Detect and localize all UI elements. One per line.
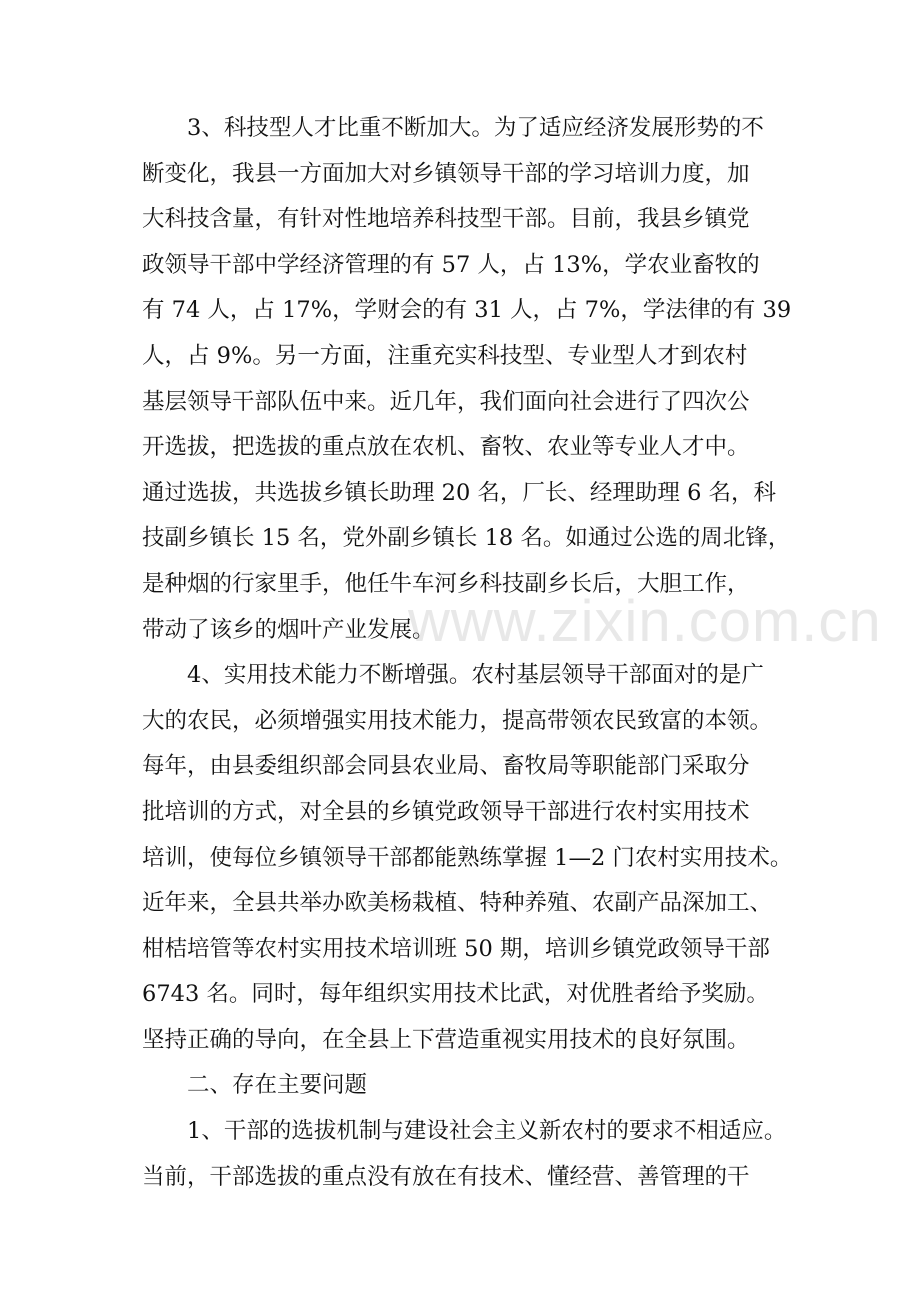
paragraph-line: 培训，使每位乡镇领导干部都能熟练掌握 1—2 门农村实用技术。 — [142, 844, 793, 871]
paragraph-line: 基层领导干部队伍中来。近几年，我们面向社会进行了四次公 — [142, 388, 750, 415]
paragraph-line: 大的农民，必须增强实用技术能力，提高带领农民致富的本领。 — [142, 707, 773, 734]
paragraph-line: 大科技含量，有针对性地培养科技型干部。目前，我县乡镇党 — [142, 206, 750, 233]
paragraph-line: 断变化，我县一方面加大对乡镇领导干部的学习培训力度，加 — [142, 160, 750, 187]
paragraph-line: 人，占 9%。另一方面，注重充实科技型、专业型人才到农村 — [142, 342, 748, 369]
section-heading: 二、存在主要问题 — [187, 1072, 368, 1099]
paragraph-line: 有 74 人，占 17%，学财会的有 31 人，占 7%，学法律的有 39 — [142, 297, 792, 324]
paragraph-line: 3、科技型人才比重不断加大。为了适应经济发展形势的不 — [187, 115, 764, 141]
paragraph-line: 6743 名。同时，每年组织实用技术比武，对优胜者给予奖励。 — [142, 981, 769, 1008]
paragraph-line: 坚持正确的导向，在全县上下营造重视实用技术的良好氛围。 — [142, 1026, 750, 1053]
paragraph-line: 是种烟的行家里手，他任牛车河乡科技副乡长后，大胆工作， — [142, 570, 750, 597]
watermark: www.zixin.com.cn — [408, 589, 882, 654]
paragraph-line: 批培训的方式，对全县的乡镇党政领导干部进行农村实用技术 — [142, 798, 750, 825]
paragraph-line: 技副乡镇长 15 名，党外副乡镇长 18 名。如通过公选的周北锋， — [142, 525, 791, 552]
paragraph-line: 柑桔培管等农村实用技术培训班 50 期，培训乡镇党政领导干部 — [142, 935, 770, 962]
paragraph-line: 开选拔，把选拔的重点放在农机、畜牧、农业等专业人才中。 — [142, 434, 750, 461]
paragraph-line: 每年，由县委组织部会同县农业局、畜牧局等职能部门采取分 — [142, 753, 750, 780]
paragraph-line: 带动了该乡的烟叶产业发展。 — [142, 616, 435, 643]
paragraph-line: 1、干部的选拔机制与建设社会主义新农村的要求不相适应。 — [187, 1118, 787, 1145]
paragraph-line: 通过选拔，共选拔乡镇长助理 20 名，厂长、经理助理 6 名，科 — [142, 479, 777, 506]
paragraph-line: 4、实用技术能力不断增强。农村基层领导干部面对的是广 — [187, 662, 764, 689]
document-body — [142, 106, 798, 1200]
paragraph-line: 当前，干部选拔的重点没有放在有技术、懂经营、善管理的干 — [142, 1163, 750, 1190]
paragraph-line: 近年来，全县共举办欧美杨栽植、特种养殖、农副产品深加工、 — [142, 890, 773, 917]
paragraph-line: 政领导干部中学经济管理的有 57 人，占 13%，学农业畜牧的 — [142, 251, 760, 278]
